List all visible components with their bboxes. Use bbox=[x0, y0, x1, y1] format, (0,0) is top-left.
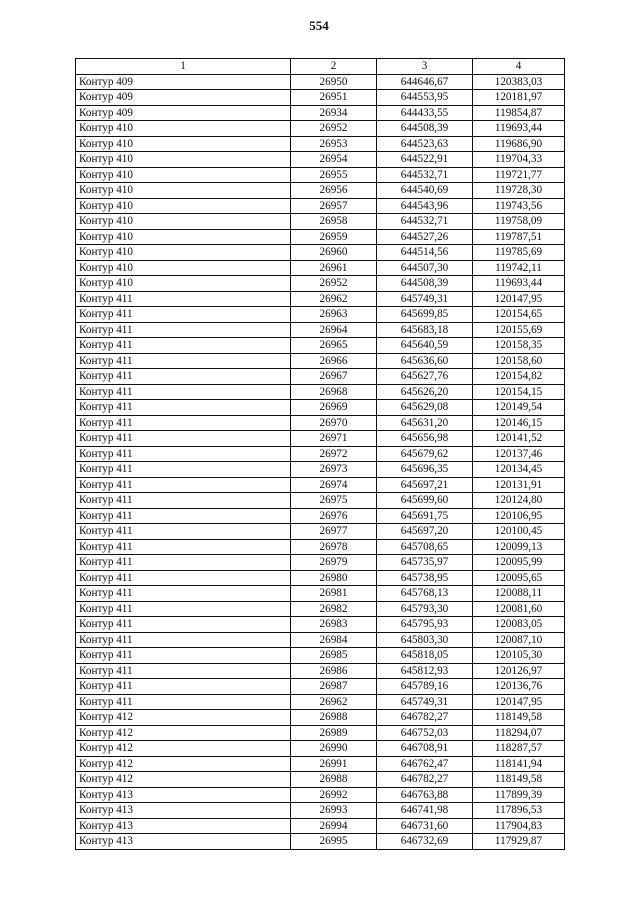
y-coordinate-cell: 118141,94 bbox=[473, 756, 565, 772]
y-coordinate-cell: 119854,87 bbox=[473, 105, 565, 121]
contour-name-cell: Контур 411 bbox=[76, 291, 291, 307]
x-coordinate-cell: 646741,98 bbox=[377, 803, 473, 819]
contour-name-cell: Контур 411 bbox=[76, 524, 291, 540]
table-row bbox=[76, 586, 565, 602]
point-number-cell: 26987 bbox=[291, 679, 377, 695]
table-row bbox=[76, 493, 565, 509]
table-body bbox=[76, 74, 565, 849]
column-header-1: 1 bbox=[76, 59, 291, 75]
table-row bbox=[76, 803, 565, 819]
contour-name-cell: Контур 411 bbox=[76, 632, 291, 648]
point-number-cell: 26974 bbox=[291, 477, 377, 493]
table-row bbox=[76, 601, 565, 617]
contour-name-cell: Контур 411 bbox=[76, 446, 291, 462]
point-number-cell: 26984 bbox=[291, 632, 377, 648]
point-number-cell: 26985 bbox=[291, 648, 377, 664]
table-row bbox=[76, 384, 565, 400]
x-coordinate-cell: 646731,60 bbox=[377, 818, 473, 834]
table-row bbox=[76, 338, 565, 354]
table-row bbox=[76, 121, 565, 137]
contour-name-cell: Контур 409 bbox=[76, 90, 291, 106]
x-coordinate-cell: 645699,85 bbox=[377, 307, 473, 323]
y-coordinate-cell: 119693,44 bbox=[473, 121, 565, 137]
y-coordinate-cell: 120147,95 bbox=[473, 291, 565, 307]
point-number-cell: 26973 bbox=[291, 462, 377, 478]
point-number-cell: 26962 bbox=[291, 291, 377, 307]
table-row bbox=[76, 648, 565, 664]
point-number-cell: 26952 bbox=[291, 121, 377, 137]
table-row bbox=[76, 415, 565, 431]
contour-name-cell: Контур 410 bbox=[76, 152, 291, 168]
y-coordinate-cell: 118294,07 bbox=[473, 725, 565, 741]
x-coordinate-cell: 645738,95 bbox=[377, 570, 473, 586]
table-row bbox=[76, 462, 565, 478]
contour-name-cell: Контур 412 bbox=[76, 756, 291, 772]
x-coordinate-cell: 646708,91 bbox=[377, 741, 473, 757]
table-row bbox=[76, 508, 565, 524]
y-coordinate-cell: 120095,99 bbox=[473, 555, 565, 571]
y-coordinate-cell: 120088,11 bbox=[473, 586, 565, 602]
point-number-cell: 26969 bbox=[291, 400, 377, 416]
contour-name-cell: Контур 410 bbox=[76, 260, 291, 276]
point-number-cell: 26966 bbox=[291, 353, 377, 369]
table-row bbox=[76, 198, 565, 214]
table-row bbox=[76, 617, 565, 633]
table-row bbox=[76, 307, 565, 323]
contour-name-cell: Контур 411 bbox=[76, 369, 291, 385]
table-row bbox=[76, 539, 565, 555]
y-coordinate-cell: 120181,97 bbox=[473, 90, 565, 106]
y-coordinate-cell: 119686,90 bbox=[473, 136, 565, 152]
table-row bbox=[76, 477, 565, 493]
table-row bbox=[76, 787, 565, 803]
contour-name-cell: Контур 411 bbox=[76, 570, 291, 586]
point-number-cell: 26964 bbox=[291, 322, 377, 338]
contour-name-cell: Контур 411 bbox=[76, 663, 291, 679]
contour-name-cell: Контур 411 bbox=[76, 338, 291, 354]
y-coordinate-cell: 117899,39 bbox=[473, 787, 565, 803]
point-number-cell: 26988 bbox=[291, 710, 377, 726]
x-coordinate-cell: 645795,93 bbox=[377, 617, 473, 633]
table-row bbox=[76, 276, 565, 292]
x-coordinate-cell: 645749,31 bbox=[377, 291, 473, 307]
table-row bbox=[76, 260, 565, 276]
y-coordinate-cell: 120141,52 bbox=[473, 431, 565, 447]
point-number-cell: 26975 bbox=[291, 493, 377, 509]
contour-name-cell: Контур 411 bbox=[76, 694, 291, 710]
y-coordinate-cell: 120158,60 bbox=[473, 353, 565, 369]
x-coordinate-cell: 645812,93 bbox=[377, 663, 473, 679]
y-coordinate-cell: 120155,69 bbox=[473, 322, 565, 338]
x-coordinate-cell: 645627,76 bbox=[377, 369, 473, 385]
contour-name-cell: Контур 411 bbox=[76, 322, 291, 338]
x-coordinate-cell: 644532,71 bbox=[377, 214, 473, 230]
contour-name-cell: Контур 411 bbox=[76, 353, 291, 369]
contour-name-cell: Контур 411 bbox=[76, 307, 291, 323]
x-coordinate-cell: 645699,60 bbox=[377, 493, 473, 509]
y-coordinate-cell: 120131,91 bbox=[473, 477, 565, 493]
x-coordinate-cell: 645640,59 bbox=[377, 338, 473, 354]
point-number-cell: 26958 bbox=[291, 214, 377, 230]
table-row bbox=[76, 322, 565, 338]
x-coordinate-cell: 645708,65 bbox=[377, 539, 473, 555]
y-coordinate-cell: 118149,58 bbox=[473, 710, 565, 726]
point-number-cell: 26980 bbox=[291, 570, 377, 586]
table-header-row bbox=[76, 59, 565, 75]
contour-name-cell: Контур 410 bbox=[76, 167, 291, 183]
y-coordinate-cell: 120149,54 bbox=[473, 400, 565, 416]
table-row bbox=[76, 663, 565, 679]
x-coordinate-cell: 646732,69 bbox=[377, 834, 473, 850]
contour-name-cell: Контур 412 bbox=[76, 725, 291, 741]
point-number-cell: 26954 bbox=[291, 152, 377, 168]
y-coordinate-cell: 120137,46 bbox=[473, 446, 565, 462]
x-coordinate-cell: 644433,55 bbox=[377, 105, 473, 121]
y-coordinate-cell: 120383,03 bbox=[473, 74, 565, 90]
table-row bbox=[76, 400, 565, 416]
point-number-cell: 26976 bbox=[291, 508, 377, 524]
x-coordinate-cell: 646762,47 bbox=[377, 756, 473, 772]
point-number-cell: 26950 bbox=[291, 74, 377, 90]
y-coordinate-cell: 120087,10 bbox=[473, 632, 565, 648]
contour-name-cell: Контур 413 bbox=[76, 818, 291, 834]
point-number-cell: 26951 bbox=[291, 90, 377, 106]
point-number-cell: 26982 bbox=[291, 601, 377, 617]
contour-name-cell: Контур 413 bbox=[76, 787, 291, 803]
y-coordinate-cell: 117904,83 bbox=[473, 818, 565, 834]
x-coordinate-cell: 644540,69 bbox=[377, 183, 473, 199]
x-coordinate-cell: 645749,31 bbox=[377, 694, 473, 710]
point-number-cell: 26991 bbox=[291, 756, 377, 772]
contour-name-cell: Контур 411 bbox=[76, 539, 291, 555]
table-row bbox=[76, 369, 565, 385]
point-number-cell: 26965 bbox=[291, 338, 377, 354]
table-row bbox=[76, 818, 565, 834]
point-number-cell: 26934 bbox=[291, 105, 377, 121]
x-coordinate-cell: 645803,30 bbox=[377, 632, 473, 648]
point-number-cell: 26961 bbox=[291, 260, 377, 276]
point-number-cell: 26978 bbox=[291, 539, 377, 555]
x-coordinate-cell: 644543,96 bbox=[377, 198, 473, 214]
x-coordinate-cell: 644507,30 bbox=[377, 260, 473, 276]
contour-name-cell: Контур 411 bbox=[76, 679, 291, 695]
contour-name-cell: Контур 413 bbox=[76, 834, 291, 850]
table-row bbox=[76, 245, 565, 261]
table-row bbox=[76, 570, 565, 586]
point-number-cell: 26994 bbox=[291, 818, 377, 834]
y-coordinate-cell: 120154,65 bbox=[473, 307, 565, 323]
point-number-cell: 26986 bbox=[291, 663, 377, 679]
x-coordinate-cell: 644508,39 bbox=[377, 276, 473, 292]
x-coordinate-cell: 645789,16 bbox=[377, 679, 473, 695]
contour-name-cell: Контур 411 bbox=[76, 601, 291, 617]
contour-name-cell: Контур 409 bbox=[76, 74, 291, 90]
point-number-cell: 26993 bbox=[291, 803, 377, 819]
y-coordinate-cell: 119728,30 bbox=[473, 183, 565, 199]
point-number-cell: 26995 bbox=[291, 834, 377, 850]
x-coordinate-cell: 645735,97 bbox=[377, 555, 473, 571]
contour-name-cell: Контур 410 bbox=[76, 276, 291, 292]
table-row bbox=[76, 167, 565, 183]
contour-name-cell: Контур 411 bbox=[76, 617, 291, 633]
x-coordinate-cell: 646782,27 bbox=[377, 772, 473, 788]
point-number-cell: 26989 bbox=[291, 725, 377, 741]
y-coordinate-cell: 120100,45 bbox=[473, 524, 565, 540]
point-number-cell: 26952 bbox=[291, 276, 377, 292]
contour-name-cell: Контур 409 bbox=[76, 105, 291, 121]
x-coordinate-cell: 644522,91 bbox=[377, 152, 473, 168]
point-number-cell: 26977 bbox=[291, 524, 377, 540]
contour-name-cell: Контур 411 bbox=[76, 415, 291, 431]
point-number-cell: 26955 bbox=[291, 167, 377, 183]
x-coordinate-cell: 645691,75 bbox=[377, 508, 473, 524]
x-coordinate-cell: 644553,95 bbox=[377, 90, 473, 106]
x-coordinate-cell: 645696,35 bbox=[377, 462, 473, 478]
point-number-cell: 26971 bbox=[291, 431, 377, 447]
table-row bbox=[76, 183, 565, 199]
y-coordinate-cell: 120158,35 bbox=[473, 338, 565, 354]
y-coordinate-cell: 119785,69 bbox=[473, 245, 565, 261]
y-coordinate-cell: 119787,51 bbox=[473, 229, 565, 245]
y-coordinate-cell: 120124,80 bbox=[473, 493, 565, 509]
point-number-cell: 26983 bbox=[291, 617, 377, 633]
x-coordinate-cell: 645626,20 bbox=[377, 384, 473, 400]
contour-name-cell: Контур 411 bbox=[76, 400, 291, 416]
coordinates-table bbox=[75, 58, 565, 850]
contour-name-cell: Контур 411 bbox=[76, 462, 291, 478]
table-row bbox=[76, 555, 565, 571]
table-row bbox=[76, 74, 565, 90]
y-coordinate-cell: 117896,53 bbox=[473, 803, 565, 819]
table-row bbox=[76, 710, 565, 726]
point-number-cell: 26979 bbox=[291, 555, 377, 571]
y-coordinate-cell: 120154,15 bbox=[473, 384, 565, 400]
y-coordinate-cell: 119758,09 bbox=[473, 214, 565, 230]
point-number-cell: 26957 bbox=[291, 198, 377, 214]
contour-name-cell: Контур 412 bbox=[76, 710, 291, 726]
y-coordinate-cell: 120136,76 bbox=[473, 679, 565, 695]
y-coordinate-cell: 120081,60 bbox=[473, 601, 565, 617]
contour-name-cell: Контур 410 bbox=[76, 198, 291, 214]
y-coordinate-cell: 118287,57 bbox=[473, 741, 565, 757]
y-coordinate-cell: 120106,95 bbox=[473, 508, 565, 524]
y-coordinate-cell: 120126,97 bbox=[473, 663, 565, 679]
y-coordinate-cell: 120105,30 bbox=[473, 648, 565, 664]
table-row bbox=[76, 446, 565, 462]
table-row bbox=[76, 431, 565, 447]
x-coordinate-cell: 645683,18 bbox=[377, 322, 473, 338]
y-coordinate-cell: 120099,13 bbox=[473, 539, 565, 555]
contour-name-cell: Контур 411 bbox=[76, 431, 291, 447]
column-header-3: 3 bbox=[377, 59, 473, 75]
contour-name-cell: Контур 411 bbox=[76, 508, 291, 524]
contour-name-cell: Контур 412 bbox=[76, 741, 291, 757]
x-coordinate-cell: 646763,88 bbox=[377, 787, 473, 803]
x-coordinate-cell: 645679,62 bbox=[377, 446, 473, 462]
point-number-cell: 26990 bbox=[291, 741, 377, 757]
x-coordinate-cell: 645631,20 bbox=[377, 415, 473, 431]
contour-name-cell: Контур 410 bbox=[76, 229, 291, 245]
y-coordinate-cell: 118149,58 bbox=[473, 772, 565, 788]
y-coordinate-cell: 119693,44 bbox=[473, 276, 565, 292]
table-row bbox=[76, 834, 565, 850]
table-row bbox=[76, 291, 565, 307]
table-row bbox=[76, 229, 565, 245]
x-coordinate-cell: 644508,39 bbox=[377, 121, 473, 137]
y-coordinate-cell: 119721,77 bbox=[473, 167, 565, 183]
point-number-cell: 26970 bbox=[291, 415, 377, 431]
x-coordinate-cell: 645768,13 bbox=[377, 586, 473, 602]
x-coordinate-cell: 644523,63 bbox=[377, 136, 473, 152]
x-coordinate-cell: 645818,05 bbox=[377, 648, 473, 664]
y-coordinate-cell: 120146,15 bbox=[473, 415, 565, 431]
table-row bbox=[76, 679, 565, 695]
point-number-cell: 26962 bbox=[291, 694, 377, 710]
x-coordinate-cell: 645793,30 bbox=[377, 601, 473, 617]
point-number-cell: 26972 bbox=[291, 446, 377, 462]
x-coordinate-cell: 645636,60 bbox=[377, 353, 473, 369]
contour-name-cell: Контур 411 bbox=[76, 493, 291, 509]
contour-name-cell: Контур 411 bbox=[76, 586, 291, 602]
x-coordinate-cell: 645697,21 bbox=[377, 477, 473, 493]
point-number-cell: 26959 bbox=[291, 229, 377, 245]
contour-name-cell: Контур 410 bbox=[76, 183, 291, 199]
x-coordinate-cell: 646782,27 bbox=[377, 710, 473, 726]
y-coordinate-cell: 120083,05 bbox=[473, 617, 565, 633]
point-number-cell: 26953 bbox=[291, 136, 377, 152]
point-number-cell: 26968 bbox=[291, 384, 377, 400]
x-coordinate-cell: 646752,03 bbox=[377, 725, 473, 741]
table-row bbox=[76, 90, 565, 106]
table-row bbox=[76, 105, 565, 121]
table-row bbox=[76, 136, 565, 152]
point-number-cell: 26981 bbox=[291, 586, 377, 602]
point-number-cell: 26992 bbox=[291, 787, 377, 803]
x-coordinate-cell: 644646,67 bbox=[377, 74, 473, 90]
y-coordinate-cell: 119704,33 bbox=[473, 152, 565, 168]
contour-name-cell: Контур 413 bbox=[76, 803, 291, 819]
contour-name-cell: Контур 410 bbox=[76, 136, 291, 152]
column-header-4: 4 bbox=[473, 59, 565, 75]
contour-name-cell: Контур 410 bbox=[76, 245, 291, 261]
page-number: 554 bbox=[309, 18, 329, 33]
point-number-cell: 26960 bbox=[291, 245, 377, 261]
contour-name-cell: Контур 411 bbox=[76, 555, 291, 571]
point-number-cell: 26956 bbox=[291, 183, 377, 199]
column-header-2: 2 bbox=[291, 59, 377, 75]
table-row bbox=[76, 694, 565, 710]
contour-name-cell: Контур 410 bbox=[76, 214, 291, 230]
y-coordinate-cell: 117929,87 bbox=[473, 834, 565, 850]
table-row bbox=[76, 772, 565, 788]
table-row bbox=[76, 214, 565, 230]
table-row bbox=[76, 725, 565, 741]
point-number-cell: 26963 bbox=[291, 307, 377, 323]
table-row bbox=[76, 353, 565, 369]
table-row bbox=[76, 756, 565, 772]
point-number-cell: 26988 bbox=[291, 772, 377, 788]
x-coordinate-cell: 644532,71 bbox=[377, 167, 473, 183]
contour-name-cell: Контур 411 bbox=[76, 477, 291, 493]
contour-name-cell: Контур 411 bbox=[76, 648, 291, 664]
y-coordinate-cell: 119742,11 bbox=[473, 260, 565, 276]
x-coordinate-cell: 645697,20 bbox=[377, 524, 473, 540]
x-coordinate-cell: 644514,56 bbox=[377, 245, 473, 261]
contour-name-cell: Контур 412 bbox=[76, 772, 291, 788]
x-coordinate-cell: 645656,98 bbox=[377, 431, 473, 447]
y-coordinate-cell: 119743,56 bbox=[473, 198, 565, 214]
table-row bbox=[76, 524, 565, 540]
y-coordinate-cell: 120154,82 bbox=[473, 369, 565, 385]
x-coordinate-cell: 644527,26 bbox=[377, 229, 473, 245]
contour-name-cell: Контур 410 bbox=[76, 121, 291, 137]
contour-name-cell: Контур 411 bbox=[76, 384, 291, 400]
y-coordinate-cell: 120147,95 bbox=[473, 694, 565, 710]
x-coordinate-cell: 645629,08 bbox=[377, 400, 473, 416]
point-number-cell: 26967 bbox=[291, 369, 377, 385]
y-coordinate-cell: 120095,65 bbox=[473, 570, 565, 586]
table-row bbox=[76, 741, 565, 757]
table-row bbox=[76, 152, 565, 168]
y-coordinate-cell: 120134,45 bbox=[473, 462, 565, 478]
table-row bbox=[76, 632, 565, 648]
